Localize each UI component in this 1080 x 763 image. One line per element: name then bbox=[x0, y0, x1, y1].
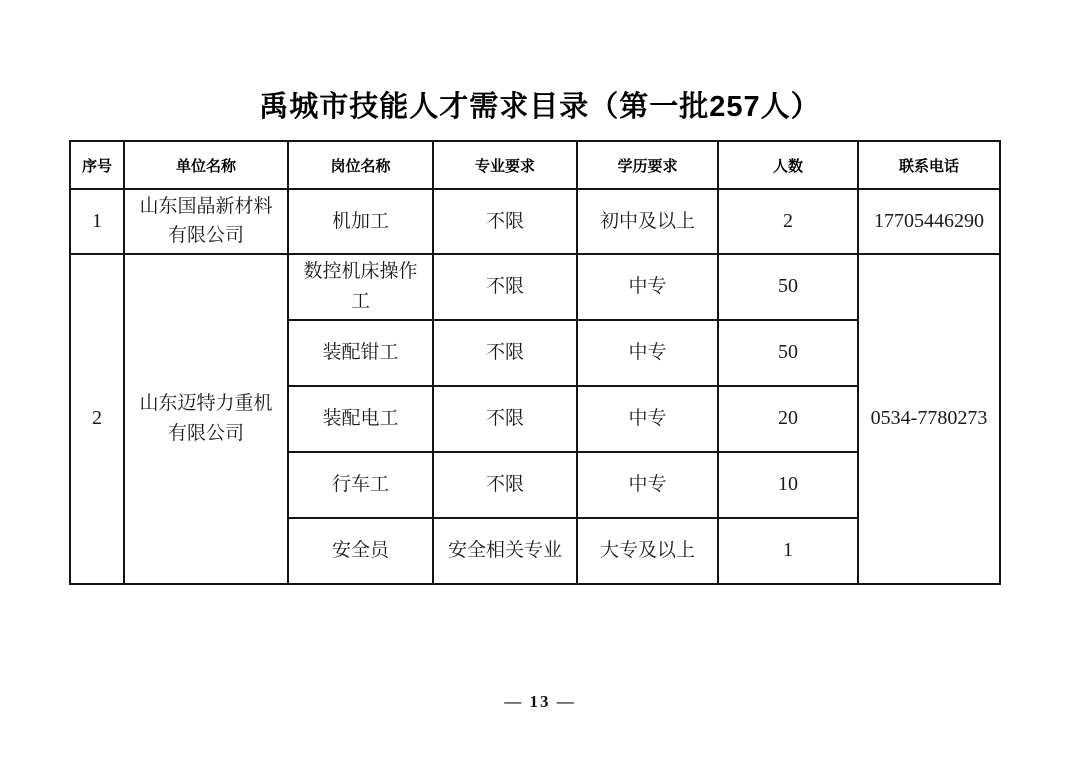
count-cell: 50 bbox=[718, 320, 858, 386]
position-cell: 装配钳工 bbox=[288, 320, 433, 386]
education-cell: 中专 bbox=[577, 452, 718, 518]
count-cell: 1 bbox=[718, 518, 858, 584]
header-cell-major: 专业要求 bbox=[433, 141, 577, 189]
demand-table-container bbox=[69, 140, 999, 585]
serial-cell: 1 bbox=[70, 189, 124, 254]
company-cell: 山东国晶新材料有限公司 bbox=[124, 189, 288, 254]
education-cell: 中专 bbox=[577, 320, 718, 386]
position-cell: 安全员 bbox=[288, 518, 433, 584]
major-cell: 不限 bbox=[433, 254, 577, 320]
count-cell: 20 bbox=[718, 386, 858, 452]
serial-cell: 2 bbox=[70, 254, 124, 584]
count-cell: 10 bbox=[718, 452, 858, 518]
major-cell: 安全相关专业 bbox=[433, 518, 577, 584]
count-cell: 50 bbox=[718, 254, 858, 320]
major-cell: 不限 bbox=[433, 452, 577, 518]
position-cell: 数控机床操作工 bbox=[288, 254, 433, 320]
count-cell: 2 bbox=[718, 189, 858, 254]
page-title: 禹城市技能人才需求目录（第一批257人） bbox=[259, 91, 821, 123]
header-cell-company: 单位名称 bbox=[124, 141, 288, 189]
major-cell: 不限 bbox=[433, 386, 577, 452]
education-cell: 中专 bbox=[577, 254, 718, 320]
header-cell-education: 学历要求 bbox=[577, 141, 718, 189]
major-cell: 不限 bbox=[433, 189, 577, 254]
table-header-row bbox=[70, 141, 1000, 189]
position-cell: 机加工 bbox=[288, 189, 433, 254]
demand-table bbox=[69, 140, 1001, 585]
position-cell: 装配电工 bbox=[288, 386, 433, 452]
phone-cell: 0534-7780273 bbox=[858, 254, 1000, 584]
phone-cell: 17705446290 bbox=[858, 189, 1000, 254]
header-cell-count: 人数 bbox=[718, 141, 858, 189]
header-cell-serial: 序号 bbox=[70, 141, 124, 189]
position-cell: 行车工 bbox=[288, 452, 433, 518]
header-cell-position: 岗位名称 bbox=[288, 141, 433, 189]
header-cell-phone: 联系电话 bbox=[858, 141, 1000, 189]
education-cell: 中专 bbox=[577, 386, 718, 452]
table-row bbox=[70, 189, 1000, 254]
education-cell: 初中及以上 bbox=[577, 189, 718, 254]
company-cell: 山东迈特力重机有限公司 bbox=[124, 254, 288, 584]
table-row bbox=[70, 254, 1000, 320]
page-number: — 13 — bbox=[504, 692, 576, 711]
education-cell: 大专及以上 bbox=[577, 518, 718, 584]
major-cell: 不限 bbox=[433, 320, 577, 386]
